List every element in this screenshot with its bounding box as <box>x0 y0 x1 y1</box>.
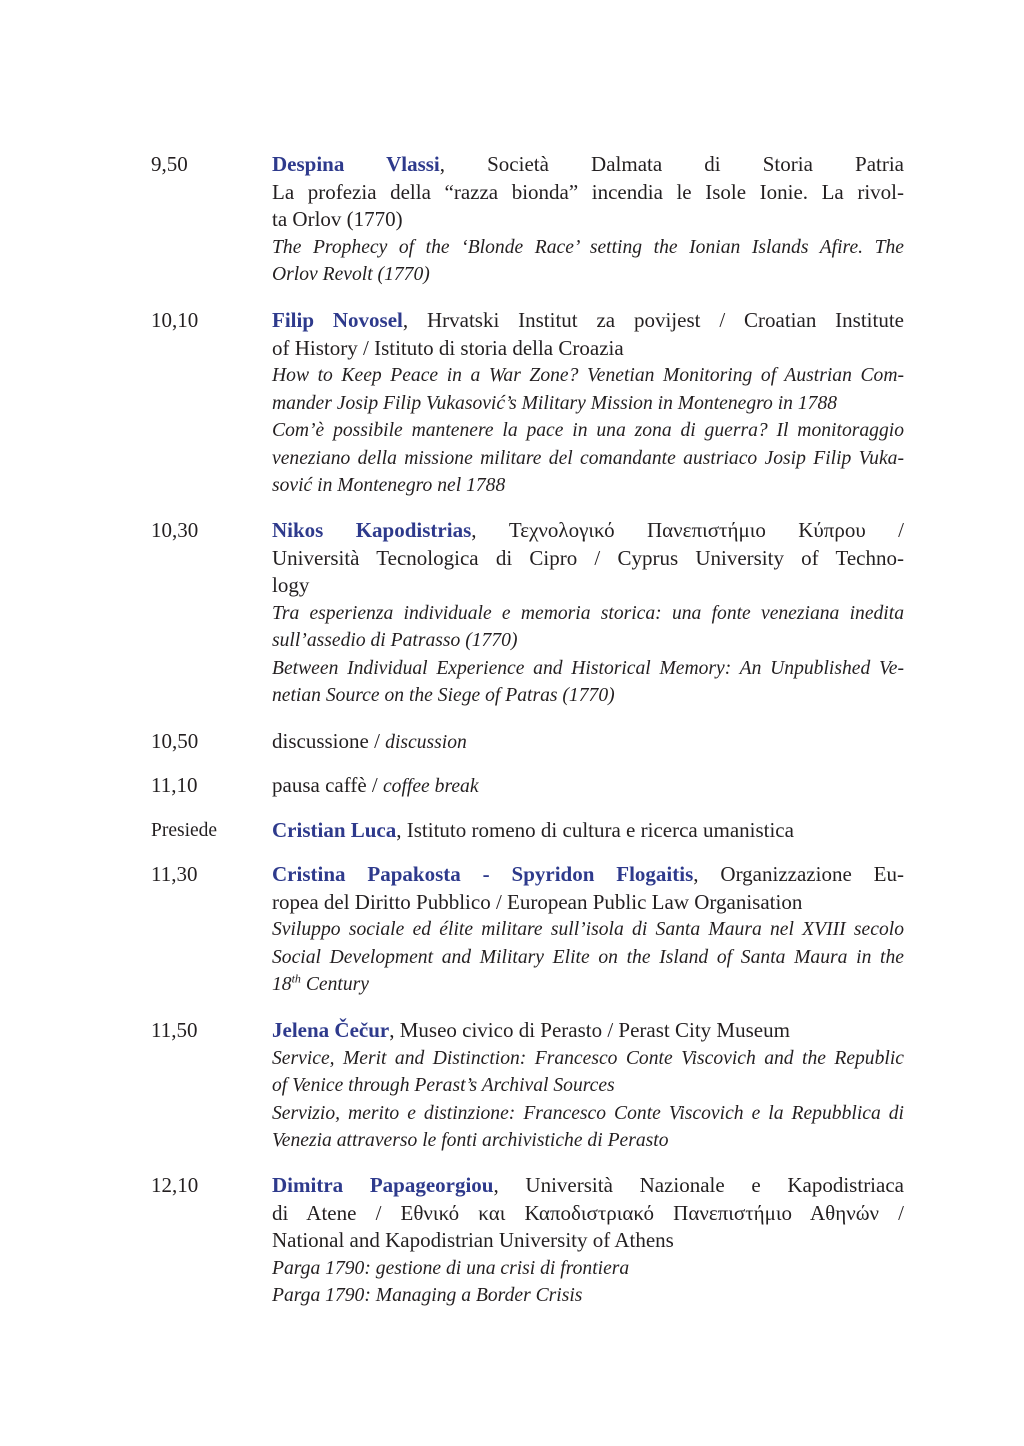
talk-title-line: Sviluppo sociale ed élite militare sull’isola di Santa Maura nel XVIII secolo <box>272 919 904 940</box>
talk-title-line: La profezia della “razza bionda” incendia le Isole Ionie. La rivol- <box>272 179 904 204</box>
talk-title-line: Tra esperienza individuale e memoria storica: una fonte veneziana inedita <box>272 602 904 624</box>
session-label-translation: coffee break <box>382 776 479 797</box>
entry-time: 10,50 <box>151 729 199 753</box>
entry-body <box>272 1017 904 1155</box>
affiliation-line: di Atene / Εθνικό και Καποδιστριακό Πανεπιστήμιο Αθηνών / <box>272 1200 904 1225</box>
speaker-line <box>272 861 904 889</box>
speaker-name: Filip Novosel <box>272 308 403 332</box>
speaker-name: Dimitra Papageorgiou <box>272 1173 494 1197</box>
century-number: 18 <box>272 974 292 995</box>
talk-title-line: sull’assedio di Patrasso (1770) <box>272 630 518 651</box>
talk-title-translation-line: Venezia attraverso le fonti archivistiche di Perasto <box>272 1130 669 1151</box>
speaker-affiliation: , Società Dalmata di Storia Patria <box>439 152 904 176</box>
entry-time: 10,30 <box>151 518 199 542</box>
talk-title-line: mander Josip Filip Vukasović’s Military Mission in Montenegro in 1788 <box>272 392 838 414</box>
talk-title-line: How to Keep Peace in a War Zone? Venetian Monitoring of Austrian Com- <box>272 365 904 386</box>
talk-title-translation-line: Social Development and Military Elite on the Island of Santa Maura in the <box>272 946 904 968</box>
talk-title-line: of Venice through Perast’s Archival Sources <box>272 1075 615 1096</box>
speaker-line <box>272 517 904 545</box>
entry-time: 11,50 <box>151 1018 198 1042</box>
session-line <box>272 728 904 756</box>
talk-title-translation-line: The Prophecy of the ‘Blonde Race’ setting the Ionian Islands Afire. The <box>272 236 904 258</box>
speaker-line <box>272 307 904 335</box>
talk-title-translation-line: Parga 1790: Managing a Border Crisis <box>272 1285 583 1306</box>
entry-body <box>272 728 904 756</box>
session-label: pausa caffè / <box>272 773 383 797</box>
century-word: Century <box>300 974 369 995</box>
speaker-affiliation: , Hrvatski Institut za povijest / Croatian Institute <box>402 308 904 332</box>
affiliation-line: of History / Istituto di storia della Croazia <box>272 335 624 360</box>
entry-body <box>272 817 904 845</box>
affiliation-line: National and Kapodistrian University of Athens <box>272 1228 674 1252</box>
speaker-line <box>272 151 904 179</box>
speaker-line <box>272 1172 904 1200</box>
entry-time: Presiede <box>151 820 218 841</box>
entry-time: 12,10 <box>151 1173 199 1197</box>
talk-title-translation-line: netian Source on the Siege of Patras (1770) <box>272 685 615 706</box>
chair-affiliation: , Istituto romeno di cultura e ricerca umanistica <box>396 818 794 842</box>
speaker-line <box>272 1017 904 1045</box>
entry-body <box>272 517 904 710</box>
speaker-affiliation: , Τεχνολογικό Πανεπιστήμιο Κύπρου / <box>471 518 904 542</box>
speaker-name: Jelena Čečur <box>272 1018 390 1042</box>
affiliation-line: logy <box>272 573 310 597</box>
affiliation-line: Università Tecnologica di Cipro / Cyprus University of Techno- <box>272 545 904 570</box>
entry-time: 11,10 <box>151 773 198 797</box>
session-line <box>272 772 904 800</box>
talk-title-translation-line <box>272 971 904 999</box>
talk-title-translation-line: Com’è possibile mantenere la pace in una zona di guerra? Il monitoraggio <box>272 420 904 441</box>
chair-line <box>272 817 904 845</box>
speaker-affiliation: , Università Nazionale e Kapodistriaca <box>493 1173 904 1197</box>
century-ordinal: th <box>291 971 301 986</box>
talk-title-line: Parga 1790: gestione di una crisi di frontiera <box>272 1257 630 1279</box>
talk-title-translation-line: Between Individual Experience and Historical Memory: An Unpublished Ve- <box>272 657 904 679</box>
entry-body <box>272 772 904 800</box>
entry-time: 11,30 <box>151 862 198 886</box>
affiliation-line: ropea del Diritto Pubblico / European Public Law Organisation <box>272 889 803 914</box>
entry-time: 9,50 <box>151 152 188 176</box>
talk-title-translation-line: veneziano della missione militare del comandante austriaco Josip Filip Vuka- <box>272 447 904 469</box>
chair-name: Cristian Luca <box>272 818 397 842</box>
speaker-affiliation: , Museo civico di Perasto / Perast City Museum <box>389 1018 790 1042</box>
speaker-name: Nikos Kapodistrias <box>272 518 472 542</box>
entry-time: 10,10 <box>151 308 199 332</box>
session-label-translation: discussion <box>385 732 467 753</box>
entry-body <box>272 1172 904 1310</box>
entry-body <box>272 307 904 500</box>
entry-body <box>272 151 904 289</box>
talk-title-line: ta Orlov (1770) <box>272 207 403 231</box>
talk-title-line: Service, Merit and Distinction: Francesco Conte Viscovich and the Republic <box>272 1047 904 1069</box>
session-label: discussione / <box>272 729 386 753</box>
speaker-name: Cristina Papakosta - Spyridon Flogaitis <box>272 862 694 886</box>
entry-body <box>272 861 904 999</box>
speaker-name: Despina Vlassi <box>272 152 440 176</box>
talk-title-translation-line: Servizio, merito e distinzione: Francesco Conte Viscovich e la Repubblica di <box>272 1102 904 1124</box>
talk-title-translation-line: Orlov Revolt (1770) <box>272 264 430 285</box>
speaker-affiliation: , Organizzazione Eu- <box>693 862 904 886</box>
talk-title-translation-line: sović in Montenegro nel 1788 <box>272 475 506 496</box>
